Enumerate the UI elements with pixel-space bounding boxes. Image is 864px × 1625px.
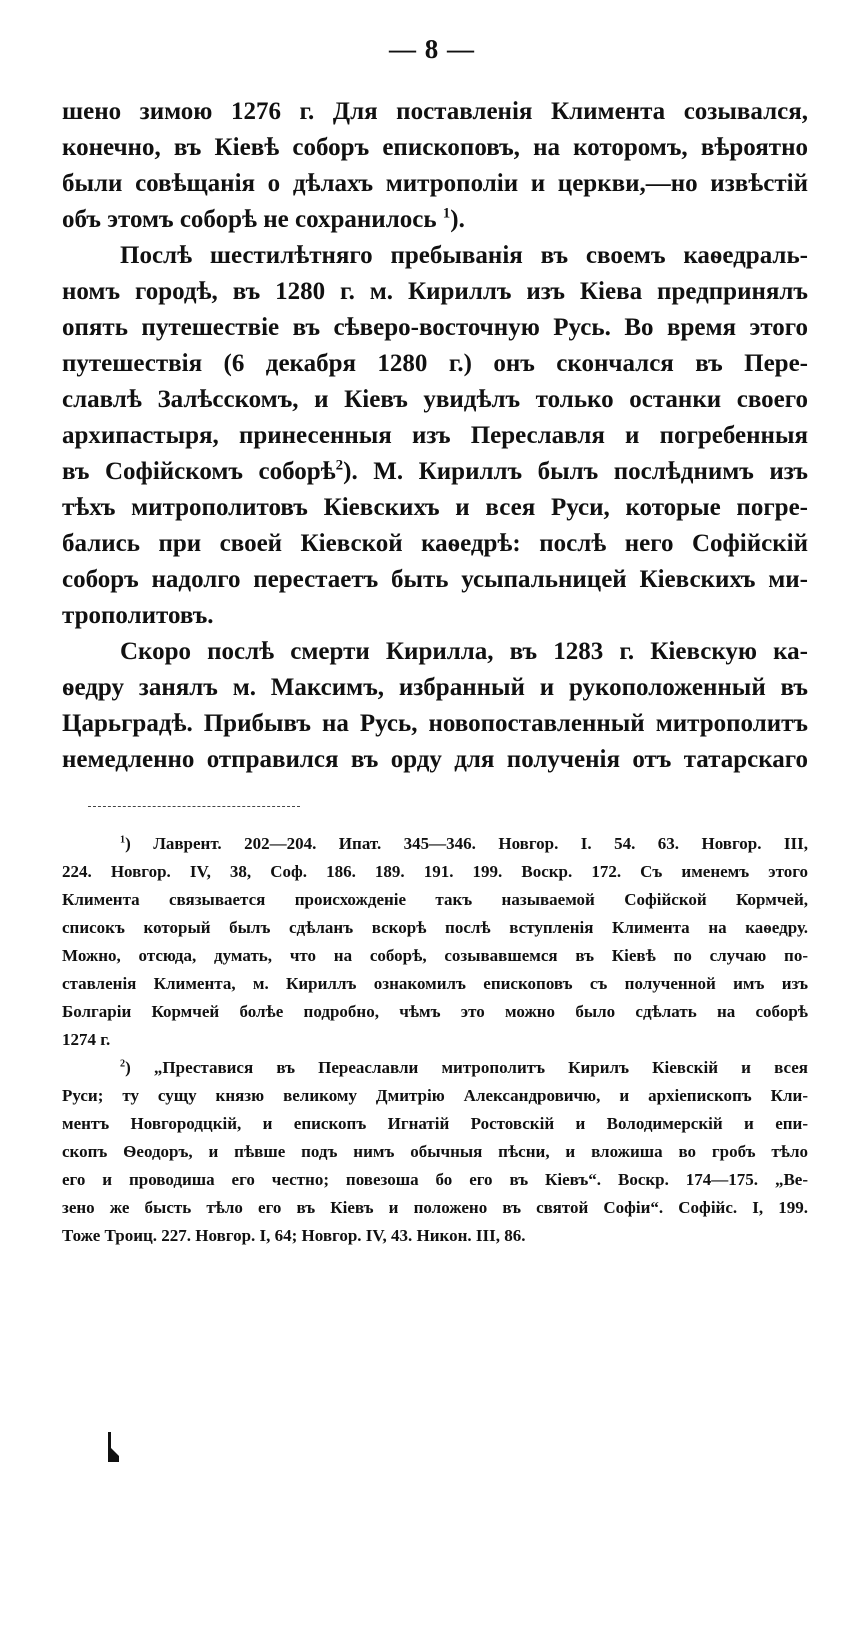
- text-line: путешествія (6 декабря 1280 г.) онъ скончался въ Пере-: [62, 350, 808, 377]
- text-fragment: ).: [450, 206, 465, 233]
- footnote-line: зено же бысть тѣло его въ Кіевъ и положено въ святой Софіи“. Софійс. I, 199.: [62, 1198, 808, 1217]
- text-line: Скоро послѣ смерти Кирилла, въ 1283 г. Кіевскую ка-: [120, 638, 808, 665]
- footnote-marker: 2: [120, 1058, 126, 1070]
- text-line: архипастыря, принесенныя изъ Переславля и погребенныя: [62, 422, 808, 449]
- text-fragment: ) „Преставися въ Переаславли митрополитъ Кирилъ Кіевскій и всея: [125, 1058, 808, 1077]
- text-line: конечно, въ Кіевѣ соборъ епископовъ, на которомъ, вѣроятно: [62, 134, 808, 161]
- text-line: номъ городѣ, въ 1280 г. м. Кириллъ изъ Кіева предпринялъ: [62, 278, 808, 305]
- scan-mark: [106, 1432, 120, 1462]
- footnote-line: его и проводиша его честно; повезоша бо его въ Кіевъ“. Воскр. 174—175. „Ве-: [62, 1170, 808, 1189]
- text-line: тѣхъ митрополитовъ Кіевскихъ и всея Руси, которые погре-: [62, 494, 808, 521]
- page-number: — 8 —: [389, 34, 475, 64]
- footnote-line: [62, 830, 808, 858]
- text-line: [62, 202, 808, 238]
- text-fragment: ). М. Кириллъ былъ послѣднимъ изъ: [343, 458, 808, 485]
- footnote-line: Руси; ту сущу князю великому Дмитрію Александровичю, и архіепископъ Кли-: [62, 1086, 808, 1105]
- text-fragment: ) Лаврент. 202—204. Ипат. 345—346. Новгор. I. 54. 63. Новгор. III,: [125, 834, 808, 853]
- text-line: соборъ надолго перестаетъ быть усыпальницей Кіевскихъ ми-: [62, 566, 808, 593]
- footnote-line: ментъ Новгородцкій, и епископъ Игнатій Ростовскій и Володимерскій и епи-: [62, 1114, 808, 1133]
- footnote-ref: 1: [442, 205, 451, 222]
- footnote-line: Болгаріи Кормчей болѣе подробно, чѣмъ это можно было сдѣлать на соборѣ: [62, 1002, 808, 1021]
- text-line: Царьградѣ. Прибывъ на Русь, новопоставленный митрополитъ: [62, 710, 808, 737]
- text-line: шено зимою 1276 г. Для поставленія Климента созывался,: [62, 98, 808, 125]
- footnote-line: [62, 1054, 808, 1082]
- footnote-line: списокъ который былъ сдѣланъ вскорѣ послѣ вступленія Климента на каѳедру.: [62, 918, 808, 937]
- text-line: опять путешествіе въ сѣверо-восточную Русь. Во время этого: [62, 314, 808, 341]
- footnote-marker: 1: [120, 834, 126, 846]
- main-text: [62, 94, 808, 778]
- text-line: немедленно отправился въ орду для полученія отъ татарскаго: [62, 746, 808, 773]
- footnote-line: 224. Новгор. IV, 38, Соф. 186. 189. 191. 199. Воскр. 172. Съ именемъ этого: [62, 862, 808, 881]
- text-line: Послѣ шестилѣтняго пребыванія въ своемъ каѳедраль-: [120, 242, 808, 269]
- footnotes: [62, 830, 808, 1250]
- footnote-line: Климента связывается происхожденіе такъ называемой Софійской Кормчей,: [62, 890, 808, 909]
- footnote-line: Тоже Троиц. 227. Новгор. I, 64; Новгор. IV, 43. Никон. III, 86.: [62, 1226, 526, 1245]
- footnote-line: Можно, отсюда, думать, что на соборѣ, созывавшемся въ Кіевѣ по случаю по-: [62, 946, 808, 965]
- text-fragment: объ этомъ соборѣ не сохранилось: [62, 206, 437, 233]
- text-line: трополитовъ.: [62, 602, 214, 629]
- text-fragment: въ Софійскомъ соборѣ: [62, 458, 336, 485]
- text-line: были совѣщанія о дѣлахъ митрополіи и церкви,—но извѣстій: [62, 170, 808, 197]
- footnote-line: ставленія Климента, м. Кириллъ ознакомилъ епископовъ съ полученной имъ изъ: [62, 974, 808, 993]
- footnote-separator: [88, 806, 300, 807]
- text-line: славлѣ Залѣсскомъ, и Кіевъ увидѣлъ только останки своего: [62, 386, 808, 413]
- footnote-ref: 2: [335, 457, 344, 474]
- footnote-line: 1274 г.: [62, 1030, 111, 1049]
- text-line: [62, 454, 808, 490]
- scan-mark-shape: [106, 1432, 120, 1462]
- text-line: ѳедру занялъ м. Максимъ, избранный и рукоположенный въ: [62, 674, 808, 701]
- text-line: бались при своей Кіевской каѳедрѣ: послѣ него Софійскій: [62, 530, 808, 557]
- footnote-line: скопъ Ѳеодоръ, и пѣвше подъ нимъ обычныя пѣсни, и вложиша во гробъ тѣло: [62, 1142, 808, 1161]
